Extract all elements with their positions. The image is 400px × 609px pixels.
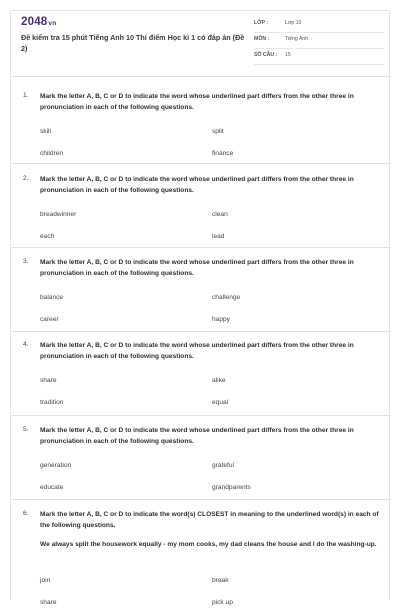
question-number: 3. <box>23 258 29 265</box>
question-item <box>11 247 391 331</box>
option-b[interactable]: split <box>212 128 224 135</box>
option-c[interactable]: share <box>40 599 57 606</box>
meta-label: MÔN : <box>254 36 270 42</box>
option-c[interactable]: each <box>40 233 55 240</box>
option-a[interactable]: share <box>40 377 57 384</box>
question-number: 6. <box>23 510 29 517</box>
option-a[interactable]: breadwinner <box>40 211 77 218</box>
question-number: 4. <box>23 341 29 348</box>
question-text: Mark the letter A, B, C or D to indicate the word(s) CLOSEST in meaning to the underlined word(s) in each of the following questions. <box>40 511 379 529</box>
option-b[interactable]: grateful <box>212 462 234 469</box>
option-a[interactable]: join <box>40 577 51 584</box>
site-logo[interactable] <box>21 16 56 28</box>
exam-page <box>10 10 390 606</box>
meta-row-class <box>254 17 385 33</box>
question-item <box>11 415 391 499</box>
exam-title: Đề kiểm tra 15 phút Tiếng Anh 10 Thí điểm Học kì 1 có đáp án (Đề 2) <box>21 33 245 53</box>
question-text: Mark the letter A, B, C or D to indicate the word whose underlined part differs from the other three in pronunciation in each of the following questions. <box>40 342 354 360</box>
meta-value: Lớp 10 <box>285 20 302 26</box>
option-c[interactable]: educate <box>40 484 64 491</box>
option-b[interactable]: clean <box>212 211 228 218</box>
meta-label: LỚP : <box>254 20 269 26</box>
question-item <box>11 163 391 247</box>
logo-text: 2048 <box>21 16 48 28</box>
meta-label: SỐ CÂU : <box>254 52 278 58</box>
exam-header <box>11 11 391 77</box>
option-d[interactable]: pick up <box>212 599 233 606</box>
option-a[interactable]: generation <box>40 462 72 469</box>
meta-value: Tiếng Anh <box>285 36 309 42</box>
option-d[interactable]: happy <box>212 316 230 323</box>
option-b[interactable]: challenge <box>212 294 241 301</box>
option-a[interactable]: skill <box>40 128 51 135</box>
exam-meta <box>254 17 385 65</box>
meta-row-count <box>254 49 385 65</box>
meta-value: 15 <box>285 52 291 58</box>
meta-row-subject <box>254 33 385 49</box>
logo-suffix: vn <box>48 20 57 27</box>
question-sentence: We always split the housework equally - my mom cooks, my dad cleans the house and I do the washing-up. <box>40 541 377 548</box>
option-d[interactable]: grandparents <box>212 484 251 491</box>
option-a[interactable]: balance <box>40 294 64 301</box>
option-d[interactable]: lead <box>212 233 225 240</box>
option-b[interactable]: break <box>212 577 229 584</box>
question-number: 2. <box>23 175 29 182</box>
option-d[interactable]: finance <box>212 150 234 157</box>
question-number: 5. <box>23 426 29 433</box>
question-number: 1. <box>23 92 29 99</box>
question-text: Mark the letter A, B, C or D to indicate the word whose underlined part differs from the other three in pronunciation in each of the following questions. <box>40 176 354 194</box>
question-item <box>11 331 391 415</box>
question-text: Mark the letter A, B, C or D to indicate the word whose underlined part differs from the other three in pronunciation in each of the following questions. <box>40 427 354 445</box>
option-d[interactable]: equal <box>212 399 229 406</box>
option-c[interactable]: tradition <box>40 399 64 406</box>
question-item <box>11 77 391 161</box>
question-item <box>11 499 391 609</box>
question-text: Mark the letter A, B, C or D to indicate the word whose underlined part differs from the other three in pronunciation in each of the following questions. <box>40 259 354 277</box>
question-text: Mark the letter A, B, C or D to indicate the word whose underlined part differs from the other three in pronunciation in each of the following questions. <box>40 93 354 111</box>
option-b[interactable]: alike <box>212 377 226 384</box>
option-c[interactable]: career <box>40 316 59 323</box>
option-c[interactable]: children <box>40 150 64 157</box>
